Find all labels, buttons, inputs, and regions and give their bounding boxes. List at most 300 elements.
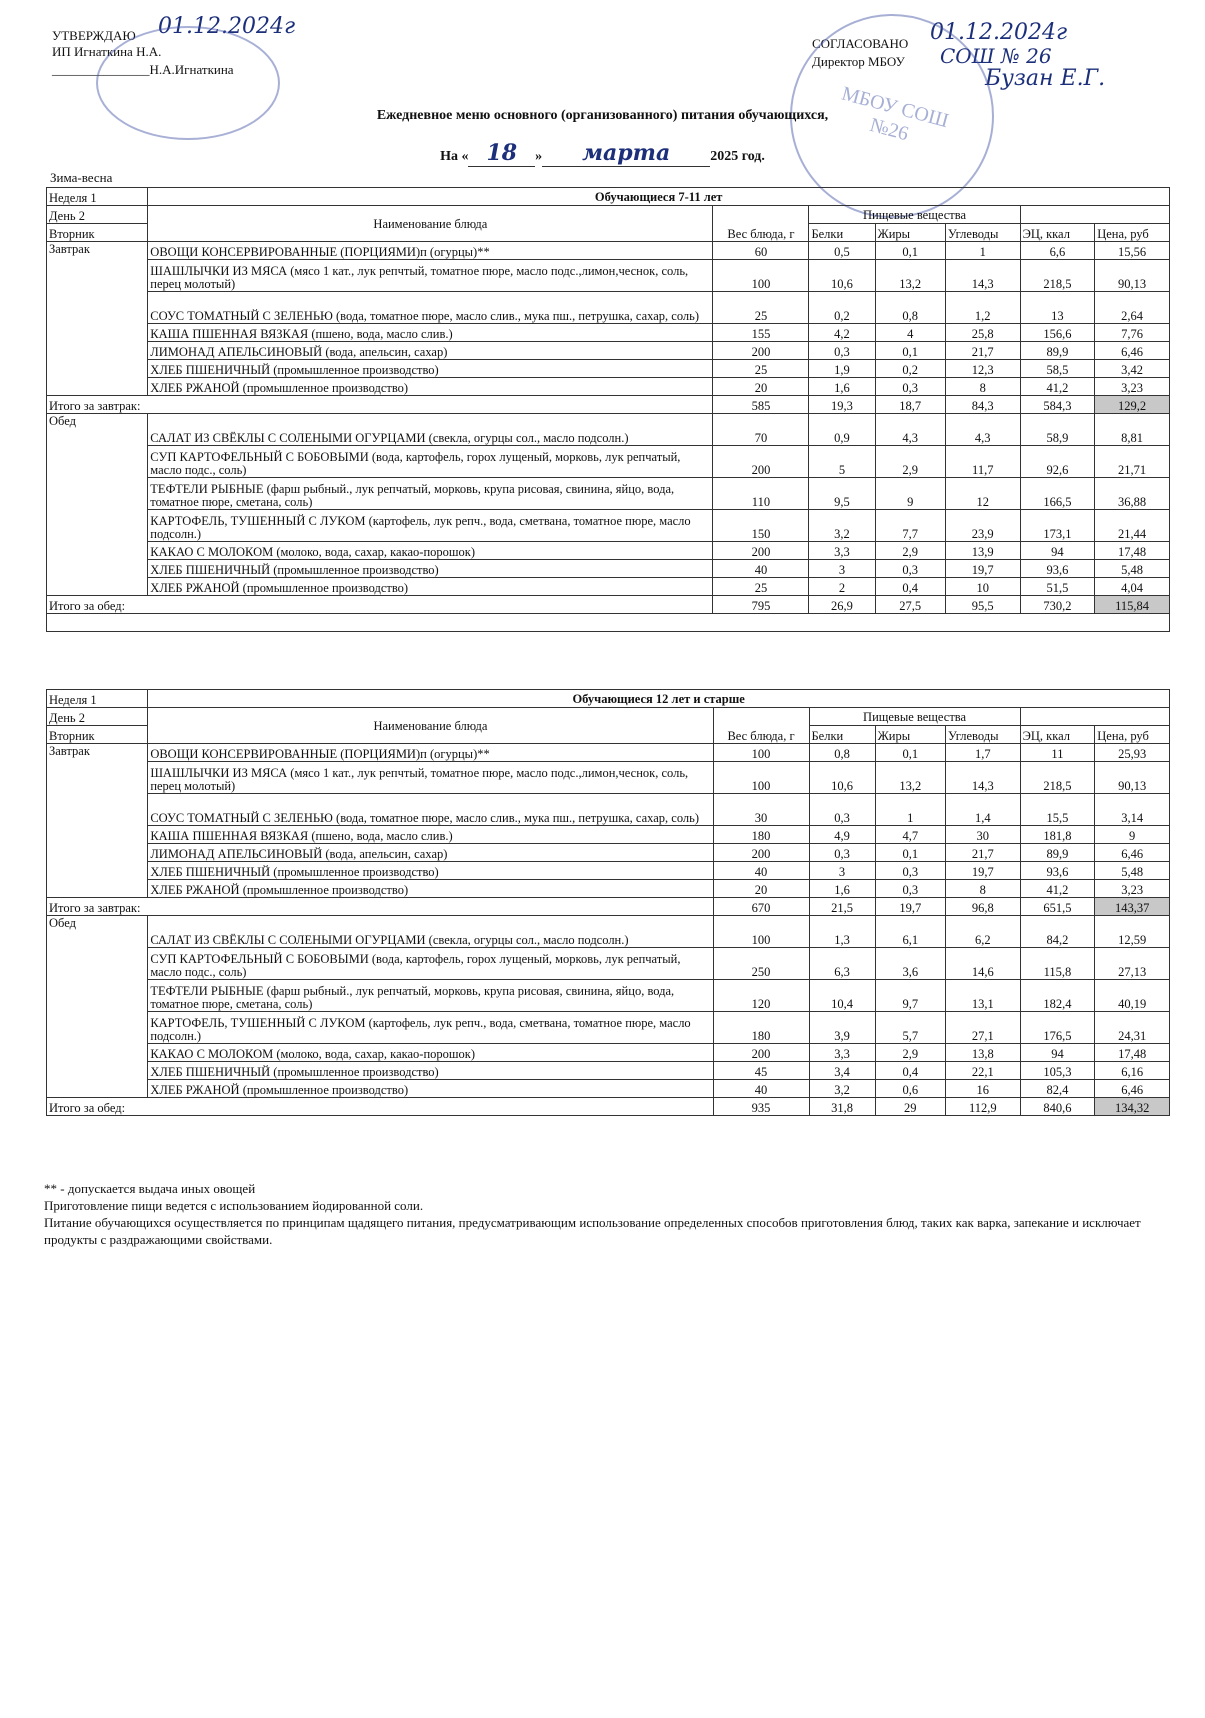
document-title: Ежедневное меню основного (организованного) питания обучающихся, xyxy=(376,108,829,123)
dish-value: 7,7 xyxy=(875,510,945,542)
dish-value: 0,9 xyxy=(809,414,875,446)
dish-value: 1,2 xyxy=(945,292,1020,324)
column-nutrients: Пищевые вещества xyxy=(809,206,1020,224)
dish-value: 25 xyxy=(713,578,809,596)
table-row xyxy=(47,414,1170,446)
total-value: 935 xyxy=(713,1098,809,1116)
dish-value: 40,19 xyxy=(1095,980,1170,1012)
dish-value: 40 xyxy=(713,560,809,578)
group-title: Обучающиеся 12 лет и старше xyxy=(148,690,1170,708)
dish-value: 89,9 xyxy=(1020,844,1095,862)
dish-value: 21,71 xyxy=(1095,446,1170,478)
column-price: Цена, руб xyxy=(1095,224,1170,242)
column-fat: Жиры xyxy=(875,726,945,744)
dish-value: 19,7 xyxy=(945,560,1020,578)
dish-value: 24,31 xyxy=(1095,1012,1170,1044)
dish-value: 41,2 xyxy=(1020,880,1095,898)
table-row xyxy=(47,446,1170,478)
approve-left-label: УТВЕРЖДАЮ xyxy=(52,28,136,43)
dish-name: КАРТОФЕЛЬ, ТУШЕННЫЙ С ЛУКОМ (картофель, лук репч., вода, сметвана, томатное пюре, масло подсолн.) xyxy=(148,1012,713,1044)
dish-value: 1,7 xyxy=(945,744,1020,762)
dish-value: 94 xyxy=(1020,1044,1095,1062)
dish-value: 45 xyxy=(713,1062,809,1080)
table-row xyxy=(47,1080,1170,1098)
dish-value: 0,3 xyxy=(875,880,945,898)
dish-value: 2,9 xyxy=(875,446,945,478)
dish-name: САЛАТ ИЗ СВЁКЛЫ С СОЛЕНЫМИ ОГУРЦАМИ (свекла, огурцы сол., масло подсолн.) xyxy=(148,414,713,446)
table-row xyxy=(47,1012,1170,1044)
dish-value: 15,5 xyxy=(1020,794,1095,826)
dish-value: 25 xyxy=(713,360,809,378)
dish-value: 6,3 xyxy=(809,948,875,980)
dish-value: 1 xyxy=(945,242,1020,260)
dish-name: ХЛЕБ РЖАНОЙ (промышленное производство) xyxy=(148,1080,713,1098)
total-label: Итого за обед: xyxy=(47,1098,714,1116)
table-row xyxy=(47,916,1170,948)
total-value: 27,5 xyxy=(875,596,945,614)
dish-value: 100 xyxy=(713,916,809,948)
dish-value: 14,6 xyxy=(945,948,1020,980)
approve-left-org: ИП Игнаткина Н.А. xyxy=(52,44,162,59)
dish-value: 58,9 xyxy=(1020,414,1095,446)
dish-value: 3 xyxy=(809,560,875,578)
dish-value: 9,7 xyxy=(875,980,945,1012)
dish-name: СУП КАРТОФЕЛЬНЫЙ С БОБОВЫМИ (вода, картофель, горох лущеный, морковь, лук репчатый, масло подс., соль) xyxy=(148,446,713,478)
column-price: Цена, руб xyxy=(1095,726,1170,744)
dish-value: 90,13 xyxy=(1095,260,1170,292)
table-row xyxy=(47,378,1170,396)
dish-value: 27,1 xyxy=(945,1012,1020,1044)
table-row xyxy=(47,1044,1170,1062)
table-row xyxy=(47,948,1170,980)
dish-value: 176,5 xyxy=(1020,1012,1095,1044)
dish-value: 41,2 xyxy=(1020,378,1095,396)
table-row xyxy=(47,578,1170,596)
weekday-label: Вторник xyxy=(47,726,148,744)
dish-value: 17,48 xyxy=(1095,542,1170,560)
dish-name: КАРТОФЕЛЬ, ТУШЕННЫЙ С ЛУКОМ (картофель, лук репч., вода, сметвана, томатное пюре, масло подсолн.) xyxy=(148,510,713,542)
dish-value: 0,3 xyxy=(809,794,875,826)
dish-value: 0,3 xyxy=(875,378,945,396)
dish-value: 10 xyxy=(945,578,1020,596)
dish-value: 13,1 xyxy=(945,980,1020,1012)
column-spacer xyxy=(1020,708,1169,726)
dish-value: 23,9 xyxy=(945,510,1020,542)
dish-value: 110 xyxy=(713,478,809,510)
dish-value: 3,23 xyxy=(1095,378,1170,396)
dish-value: 150 xyxy=(713,510,809,542)
dish-name: ЛИМОНАД АПЕЛЬСИНОВЫЙ (вода, апельсин, сахар) xyxy=(148,844,713,862)
dish-value: 100 xyxy=(713,260,809,292)
total-value: 143,37 xyxy=(1095,898,1170,916)
dish-value: 3,2 xyxy=(809,510,875,542)
date-month-handwritten: марта xyxy=(542,140,710,167)
dish-value: 8 xyxy=(945,880,1020,898)
header-row xyxy=(47,188,1170,206)
dish-value: 13,2 xyxy=(875,762,945,794)
table-row xyxy=(47,478,1170,510)
approve-right-role: Директор МБОУ xyxy=(812,54,905,69)
dish-value: 11 xyxy=(1020,744,1095,762)
total-value: 670 xyxy=(713,898,809,916)
dish-value: 200 xyxy=(713,446,809,478)
notes-block xyxy=(44,1180,1164,1248)
dish-value: 20 xyxy=(713,378,809,396)
dish-value: 5,48 xyxy=(1095,862,1170,880)
column-protein: Белки xyxy=(809,726,875,744)
season-label: Зима-весна xyxy=(50,170,113,185)
dish-name: ХЛЕБ ПШЕНИЧНЫЙ (промышленное производство) xyxy=(148,360,713,378)
dish-value: 0,3 xyxy=(809,342,875,360)
total-value: 651,5 xyxy=(1020,898,1095,916)
table-row xyxy=(47,360,1170,378)
dish-value: 0,1 xyxy=(875,342,945,360)
total-value: 730,2 xyxy=(1020,596,1095,614)
total-value: 19,3 xyxy=(809,396,875,414)
column-carbs: Углеводы xyxy=(945,726,1020,744)
dish-name: КАША ПШЕННАЯ ВЯЗКАЯ (пшено, вода, масло слив.) xyxy=(148,826,713,844)
dish-name: ХЛЕБ ПШЕНИЧНЫЙ (промышленное производство) xyxy=(148,862,713,880)
stamp-right-text: МБОУ СОШ №26 xyxy=(839,82,951,146)
column-dish: Наименование блюда xyxy=(148,206,713,242)
dish-value: 3,42 xyxy=(1095,360,1170,378)
dish-value: 3,3 xyxy=(809,542,875,560)
dish-value: 6,6 xyxy=(1020,242,1095,260)
total-value: 21,5 xyxy=(809,898,875,916)
dish-value: 173,1 xyxy=(1020,510,1095,542)
dish-value: 156,6 xyxy=(1020,324,1095,342)
menu-table-7-11 xyxy=(46,187,1170,632)
dish-value: 250 xyxy=(713,948,809,980)
dish-value: 92,6 xyxy=(1020,446,1095,478)
total-label: Итого за обед: xyxy=(47,596,713,614)
header-row xyxy=(47,206,1170,224)
total-value: 134,32 xyxy=(1095,1098,1170,1116)
meal-name: Завтрак xyxy=(47,242,148,396)
dish-value: 4,2 xyxy=(809,324,875,342)
dish-value: 2,64 xyxy=(1095,292,1170,324)
dish-value: 93,6 xyxy=(1020,560,1095,578)
dish-value: 4,3 xyxy=(945,414,1020,446)
dish-name: КАКАО С МОЛОКОМ (молоко, вода, сахар, какао-порошок) xyxy=(148,1044,713,1062)
column-fat: Жиры xyxy=(875,224,945,242)
dish-name: СОУС ТОМАТНЫЙ С ЗЕЛЕНЬЮ (вода, томатное пюре, масло слив., мука пш., петрушка, сахар, соль) xyxy=(148,292,713,324)
dish-value: 6,46 xyxy=(1095,1080,1170,1098)
table-row xyxy=(47,862,1170,880)
dish-value: 20 xyxy=(713,880,809,898)
dish-value: 13,9 xyxy=(945,542,1020,560)
column-spacer xyxy=(1020,206,1169,224)
dish-value: 21,7 xyxy=(945,342,1020,360)
meal-name: Обед xyxy=(47,916,148,1098)
total-value: 96,8 xyxy=(945,898,1020,916)
note-line: ** - допускается выдача иных овощей xyxy=(44,1181,256,1196)
total-value: 584,3 xyxy=(1020,396,1095,414)
dish-value: 1,9 xyxy=(809,360,875,378)
dish-value: 200 xyxy=(713,1044,809,1062)
dish-value: 0,4 xyxy=(875,578,945,596)
group-title: Обучающиеся 7-11 лет xyxy=(148,188,1170,206)
table-row xyxy=(47,880,1170,898)
dish-value: 0,4 xyxy=(875,1062,945,1080)
dish-value: 166,5 xyxy=(1020,478,1095,510)
dish-value: 36,88 xyxy=(1095,478,1170,510)
menu-date-line: На « 18 » марта 2025 год. xyxy=(440,140,765,166)
total-value: 29 xyxy=(875,1098,945,1116)
dish-value: 8 xyxy=(945,378,1020,396)
column-weight: Вес блюда, г xyxy=(713,206,809,242)
dish-value: 0,8 xyxy=(875,292,945,324)
table-row xyxy=(47,844,1170,862)
dish-value: 13 xyxy=(1020,292,1095,324)
dish-value: 0,1 xyxy=(875,744,945,762)
total-value: 26,9 xyxy=(809,596,875,614)
dish-value: 10,4 xyxy=(809,980,875,1012)
dish-value: 15,56 xyxy=(1095,242,1170,260)
dish-name: ХЛЕБ РЖАНОЙ (промышленное производство) xyxy=(148,378,713,396)
dish-name: СОУС ТОМАТНЫЙ С ЗЕЛЕНЬЮ (вода, томатное пюре, масло слив., мука пш., петрушка, сахар, соль) xyxy=(148,794,713,826)
dish-value: 25 xyxy=(713,292,809,324)
dish-value: 30 xyxy=(713,794,809,826)
column-energy: ЭЦ, ккал xyxy=(1020,224,1095,242)
dish-name: ОВОЩИ КОНСЕРВИРОВАННЫЕ (ПОРЦИЯМИ)п (огурцы)** xyxy=(148,744,713,762)
approve-right-name-handwritten: Бузан Е.Г. xyxy=(985,66,1106,91)
dish-value: 13,2 xyxy=(875,260,945,292)
dish-value: 3,9 xyxy=(809,1012,875,1044)
note-line: Приготовление пищи ведется с использованием йодированной соли. xyxy=(44,1198,424,1213)
dish-value: 0,2 xyxy=(875,360,945,378)
dish-value: 30 xyxy=(945,826,1020,844)
dish-value: 3,4 xyxy=(809,1062,875,1080)
dish-value: 0,6 xyxy=(875,1080,945,1098)
meal-name: Обед xyxy=(47,414,148,596)
dish-value: 9,5 xyxy=(809,478,875,510)
total-value: 585 xyxy=(713,396,809,414)
dish-value: 6,46 xyxy=(1095,342,1170,360)
dish-value: 8,81 xyxy=(1095,414,1170,446)
total-label: Итого за завтрак: xyxy=(47,898,714,916)
dish-value: 94 xyxy=(1020,542,1095,560)
header-row xyxy=(47,690,1170,708)
total-value: 795 xyxy=(713,596,809,614)
dish-value: 21,7 xyxy=(945,844,1020,862)
dish-value: 0,1 xyxy=(875,242,945,260)
dish-value: 6,1 xyxy=(875,916,945,948)
dish-value: 3,3 xyxy=(809,1044,875,1062)
dish-value: 1,3 xyxy=(809,916,875,948)
dish-value: 11,7 xyxy=(945,446,1020,478)
dish-value: 2,9 xyxy=(875,1044,945,1062)
total-value: 19,7 xyxy=(875,898,945,916)
day-label: День 2 xyxy=(47,708,148,726)
dish-value: 180 xyxy=(713,826,809,844)
dish-value: 25,93 xyxy=(1095,744,1170,762)
column-carbs: Углеводы xyxy=(945,224,1020,242)
approve-left-signature-line: _______________Н.А.Игнаткина xyxy=(52,62,234,77)
dish-value: 3,2 xyxy=(809,1080,875,1098)
weekday-label: Вторник xyxy=(47,224,148,242)
dish-value: 1,6 xyxy=(809,880,875,898)
dish-name: ХЛЕБ РЖАНОЙ (промышленное производство) xyxy=(148,578,713,596)
dish-value: 105,3 xyxy=(1020,1062,1095,1080)
dish-value: 0,8 xyxy=(809,744,875,762)
dish-value: 120 xyxy=(713,980,809,1012)
dish-value: 4,7 xyxy=(875,826,945,844)
dish-value: 155 xyxy=(713,324,809,342)
dish-value: 21,44 xyxy=(1095,510,1170,542)
dish-name: ТЕФТЕЛИ РЫБНЫЕ (фарш рыбный., лук репчатый, морковь, крупа рисовая, свинина, яйцо, вода, томатное пюре, сметана, соль) xyxy=(148,980,713,1012)
column-energy: ЭЦ, ккал xyxy=(1020,726,1095,744)
dish-value: 0,3 xyxy=(875,862,945,880)
dish-value: 0,5 xyxy=(809,242,875,260)
table-row xyxy=(47,342,1170,360)
total-value: 129,2 xyxy=(1095,396,1170,414)
dish-value: 6,2 xyxy=(945,916,1020,948)
dish-name: ЛИМОНАД АПЕЛЬСИНОВЫЙ (вода, апельсин, сахар) xyxy=(148,342,713,360)
dish-name: САЛАТ ИЗ СВЁКЛЫ С СОЛЕНЫМИ ОГУРЦАМИ (свекла, огурцы сол., масло подсолн.) xyxy=(148,916,713,948)
dish-value: 1 xyxy=(875,794,945,826)
table-row xyxy=(47,292,1170,324)
total-value: 84,3 xyxy=(945,396,1020,414)
dish-value: 100 xyxy=(713,744,809,762)
header-row xyxy=(47,708,1170,726)
dish-value: 182,4 xyxy=(1020,980,1095,1012)
table-row xyxy=(47,980,1170,1012)
dish-value: 90,13 xyxy=(1095,762,1170,794)
dish-value: 14,3 xyxy=(945,260,1020,292)
column-weight: Вес блюда, г xyxy=(713,708,809,744)
dish-name: КАША ПШЕННАЯ ВЯЗКАЯ (пшено, вода, масло слив.) xyxy=(148,324,713,342)
dish-value: 7,76 xyxy=(1095,324,1170,342)
dish-value: 6,46 xyxy=(1095,844,1170,862)
dish-name: СУП КАРТОФЕЛЬНЫЙ С БОБОВЫМИ (вода, картофель, горох лущеный, морковь, лук репчатый, масло подс., соль) xyxy=(148,948,713,980)
total-row xyxy=(47,1098,1170,1116)
total-label: Итого за завтрак: xyxy=(47,396,713,414)
approve-left-date-handwritten: 01.12.2024г xyxy=(158,14,296,39)
table-row xyxy=(47,324,1170,342)
dish-value: 14,3 xyxy=(945,762,1020,794)
dish-value: 4,9 xyxy=(809,826,875,844)
dish-value: 25,8 xyxy=(945,324,1020,342)
dish-value: 2 xyxy=(809,578,875,596)
dish-value: 1,6 xyxy=(809,378,875,396)
dish-name: ХЛЕБ ПШЕНИЧНЫЙ (промышленное производство) xyxy=(148,560,713,578)
dish-value: 17,48 xyxy=(1095,1044,1170,1062)
table-row xyxy=(47,762,1170,794)
dish-value: 0,3 xyxy=(809,844,875,862)
dish-value: 70 xyxy=(713,414,809,446)
dish-value: 19,7 xyxy=(945,862,1020,880)
note-line: Питание обучающихся осуществляется по принципам щадящего питания, предусматривающим использование определенных способов приготовления блюд, таких как варка, запекание и исключает продукты с раздражающими свойствами. xyxy=(44,1215,1141,1247)
dish-value: 16 xyxy=(945,1080,1020,1098)
week-label: Неделя 1 xyxy=(47,188,148,206)
dish-value: 5 xyxy=(809,446,875,478)
dish-value: 3,23 xyxy=(1095,880,1170,898)
dish-value: 200 xyxy=(713,342,809,360)
dish-name: КАКАО С МОЛОКОМ (молоко, вода, сахар, какао-порошок) xyxy=(148,542,713,560)
dish-value: 58,5 xyxy=(1020,360,1095,378)
total-value: 840,6 xyxy=(1020,1098,1095,1116)
dish-value: 200 xyxy=(713,844,809,862)
dish-value: 218,5 xyxy=(1020,260,1095,292)
dish-value: 181,8 xyxy=(1020,826,1095,844)
column-protein: Белки xyxy=(809,224,875,242)
table-row xyxy=(47,826,1170,844)
dish-value: 100 xyxy=(713,762,809,794)
dish-value: 9 xyxy=(875,478,945,510)
total-value: 31,8 xyxy=(809,1098,875,1116)
dish-value: 180 xyxy=(713,1012,809,1044)
dish-value: 3 xyxy=(809,862,875,880)
dish-name: ШАШЛЫЧКИ ИЗ МЯСА (мясо 1 кат., лук репчтый, томатное пюре, масло подс.,лимон,чеснок, соль, перец молотый) xyxy=(148,762,713,794)
dish-value: 22,1 xyxy=(945,1062,1020,1080)
dish-value: 4,04 xyxy=(1095,578,1170,596)
dish-value: 13,8 xyxy=(945,1044,1020,1062)
week-label: Неделя 1 xyxy=(47,690,148,708)
table-row xyxy=(47,542,1170,560)
menu-table-12-plus xyxy=(46,689,1170,1116)
dish-name: ХЛЕБ РЖАНОЙ (промышленное производство) xyxy=(148,880,713,898)
dish-value: 40 xyxy=(713,862,809,880)
total-value: 115,84 xyxy=(1095,596,1170,614)
dish-value: 84,2 xyxy=(1020,916,1095,948)
table-row xyxy=(47,260,1170,292)
dish-value: 200 xyxy=(713,542,809,560)
table-row xyxy=(47,744,1170,762)
dish-value: 2,9 xyxy=(875,542,945,560)
dish-value: 51,5 xyxy=(1020,578,1095,596)
dish-name: ШАШЛЫЧКИ ИЗ МЯСА (мясо 1 кат., лук репчтый, томатное пюре, масло подс.,лимон,чеснок, соль, перец молотый) xyxy=(148,260,713,292)
dish-value: 12 xyxy=(945,478,1020,510)
dish-value: 4,3 xyxy=(875,414,945,446)
total-row xyxy=(47,396,1170,414)
dish-value: 3,14 xyxy=(1095,794,1170,826)
column-nutrients: Пищевые вещества xyxy=(809,708,1020,726)
dish-value: 0,3 xyxy=(875,560,945,578)
total-row xyxy=(47,596,1170,614)
dish-value: 0,2 xyxy=(809,292,875,324)
table-row xyxy=(47,510,1170,542)
dish-value: 5,48 xyxy=(1095,560,1170,578)
dish-name: ТЕФТЕЛИ РЫБНЫЕ (фарш рыбный., лук репчатый, морковь, крупа рисовая, свинина, яйцо, вода, томатное пюре, сметана, соль) xyxy=(148,478,713,510)
dish-value: 6,16 xyxy=(1095,1062,1170,1080)
dish-value: 4 xyxy=(875,324,945,342)
dish-value: 3,6 xyxy=(875,948,945,980)
dish-value: 89,9 xyxy=(1020,342,1095,360)
dish-value: 1,4 xyxy=(945,794,1020,826)
table-row xyxy=(47,794,1170,826)
dish-value: 27,13 xyxy=(1095,948,1170,980)
dish-value: 10,6 xyxy=(809,260,875,292)
dish-value: 9 xyxy=(1095,826,1170,844)
dish-name: ХЛЕБ ПШЕНИЧНЫЙ (промышленное производство) xyxy=(148,1062,713,1080)
total-value: 18,7 xyxy=(875,396,945,414)
dish-value: 40 xyxy=(713,1080,809,1098)
total-value: 112,9 xyxy=(945,1098,1020,1116)
approve-right-school-handwritten: СОШ № 26 xyxy=(940,44,1052,68)
table-row xyxy=(47,1062,1170,1080)
approve-right-label: СОГЛАСОВАНО xyxy=(812,36,909,51)
approve-right-date-handwritten: 01.12.2024г xyxy=(930,20,1068,45)
column-dish: Наименование блюда xyxy=(148,708,713,744)
dish-value: 115,8 xyxy=(1020,948,1095,980)
dish-value: 218,5 xyxy=(1020,762,1095,794)
table-row xyxy=(47,242,1170,260)
dish-value: 5,7 xyxy=(875,1012,945,1044)
dish-name: ОВОЩИ КОНСЕРВИРОВАННЫЕ (ПОРЦИЯМИ)п (огурцы)** xyxy=(148,242,713,260)
spacer-row xyxy=(47,614,1170,632)
dish-value: 93,6 xyxy=(1020,862,1095,880)
